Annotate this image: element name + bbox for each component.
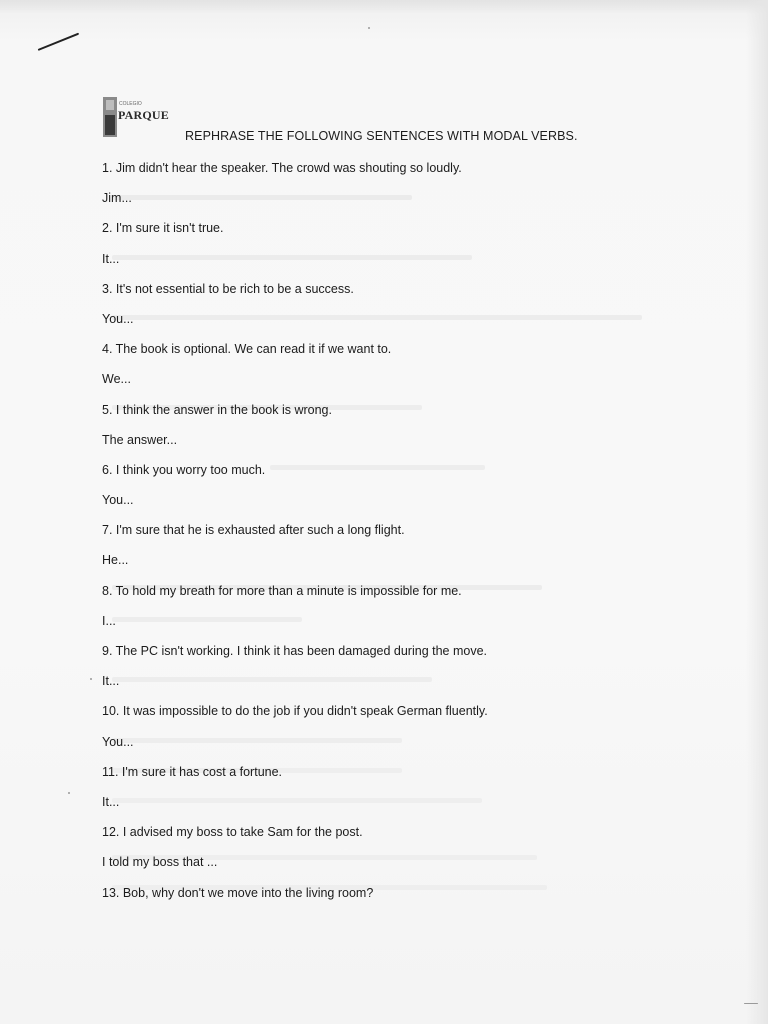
exercise-sentence: 13. Bob, why don't we move into the living room? [102,885,374,900]
logo-small-text: COLEGIO [119,101,142,107]
school-logo [103,97,169,139]
paper-top-edge [0,0,768,14]
exercise-sentence: 8. To hold my breath for more than a minute is impossible for me. [102,583,462,598]
logo-word: PARQUE [118,108,169,122]
worksheet-title: REPHRASE THE FOLLOWING SENTENCES WITH MODAL VERBS. [185,129,578,143]
exercise-sentence: 4. The book is optional. We can read it if we want to. [102,342,392,357]
scan-speck [368,27,370,29]
exercise-sentence: 10. It was impossible to do the job if you didn't speak German fluently. [102,704,488,719]
exercise-sentence: 3. It's not essential to be rich to be a success. [102,281,354,296]
answer-starter: You... [102,311,134,326]
scan-speck [90,678,92,680]
paper-right-shadow [746,0,768,1024]
answer-starter: I told my boss that ... [102,855,218,870]
exercise-sentence: 1. Jim didn't hear the speaker. The crowd was shouting so loudly. [102,161,462,175]
exercise-sentence: 12. I advised my boss to take Sam for the post. [102,825,363,840]
answer-starter: You... [102,734,134,749]
exercise-sentence: 6. I think you worry too much. [102,462,266,477]
exercise-sentence: 11. I'm sure it has cost a fortune. [102,764,283,779]
exercise-sentence: 2. I'm sure it isn't true. [102,221,224,236]
answer-starter: You... [102,493,134,508]
pen-stroke-mark [38,33,80,51]
exercise-sentence: 9. The PC isn't working. I think it has been damaged during the move. [102,644,488,658]
answer-starter: The answer... [102,432,178,447]
answer-starter: I... [102,613,116,628]
scan-speck [744,1003,758,1004]
answer-starter: We... [102,372,131,387]
scan-speck [68,792,70,794]
exercise-sentence: 5. I think the answer in the book is wrong. [102,402,332,417]
answer-starter: Jim... [102,191,132,206]
answer-starter: It... [102,251,120,266]
answer-starter: He... [102,553,129,568]
logo-emblem-icon [103,97,117,137]
answer-starter: It... [102,674,120,689]
answer-starter: It... [102,794,120,809]
exercise-sentence: 7. I'm sure that he is exhausted after such a long flight. [102,523,405,538]
exercise-list [102,159,722,914]
